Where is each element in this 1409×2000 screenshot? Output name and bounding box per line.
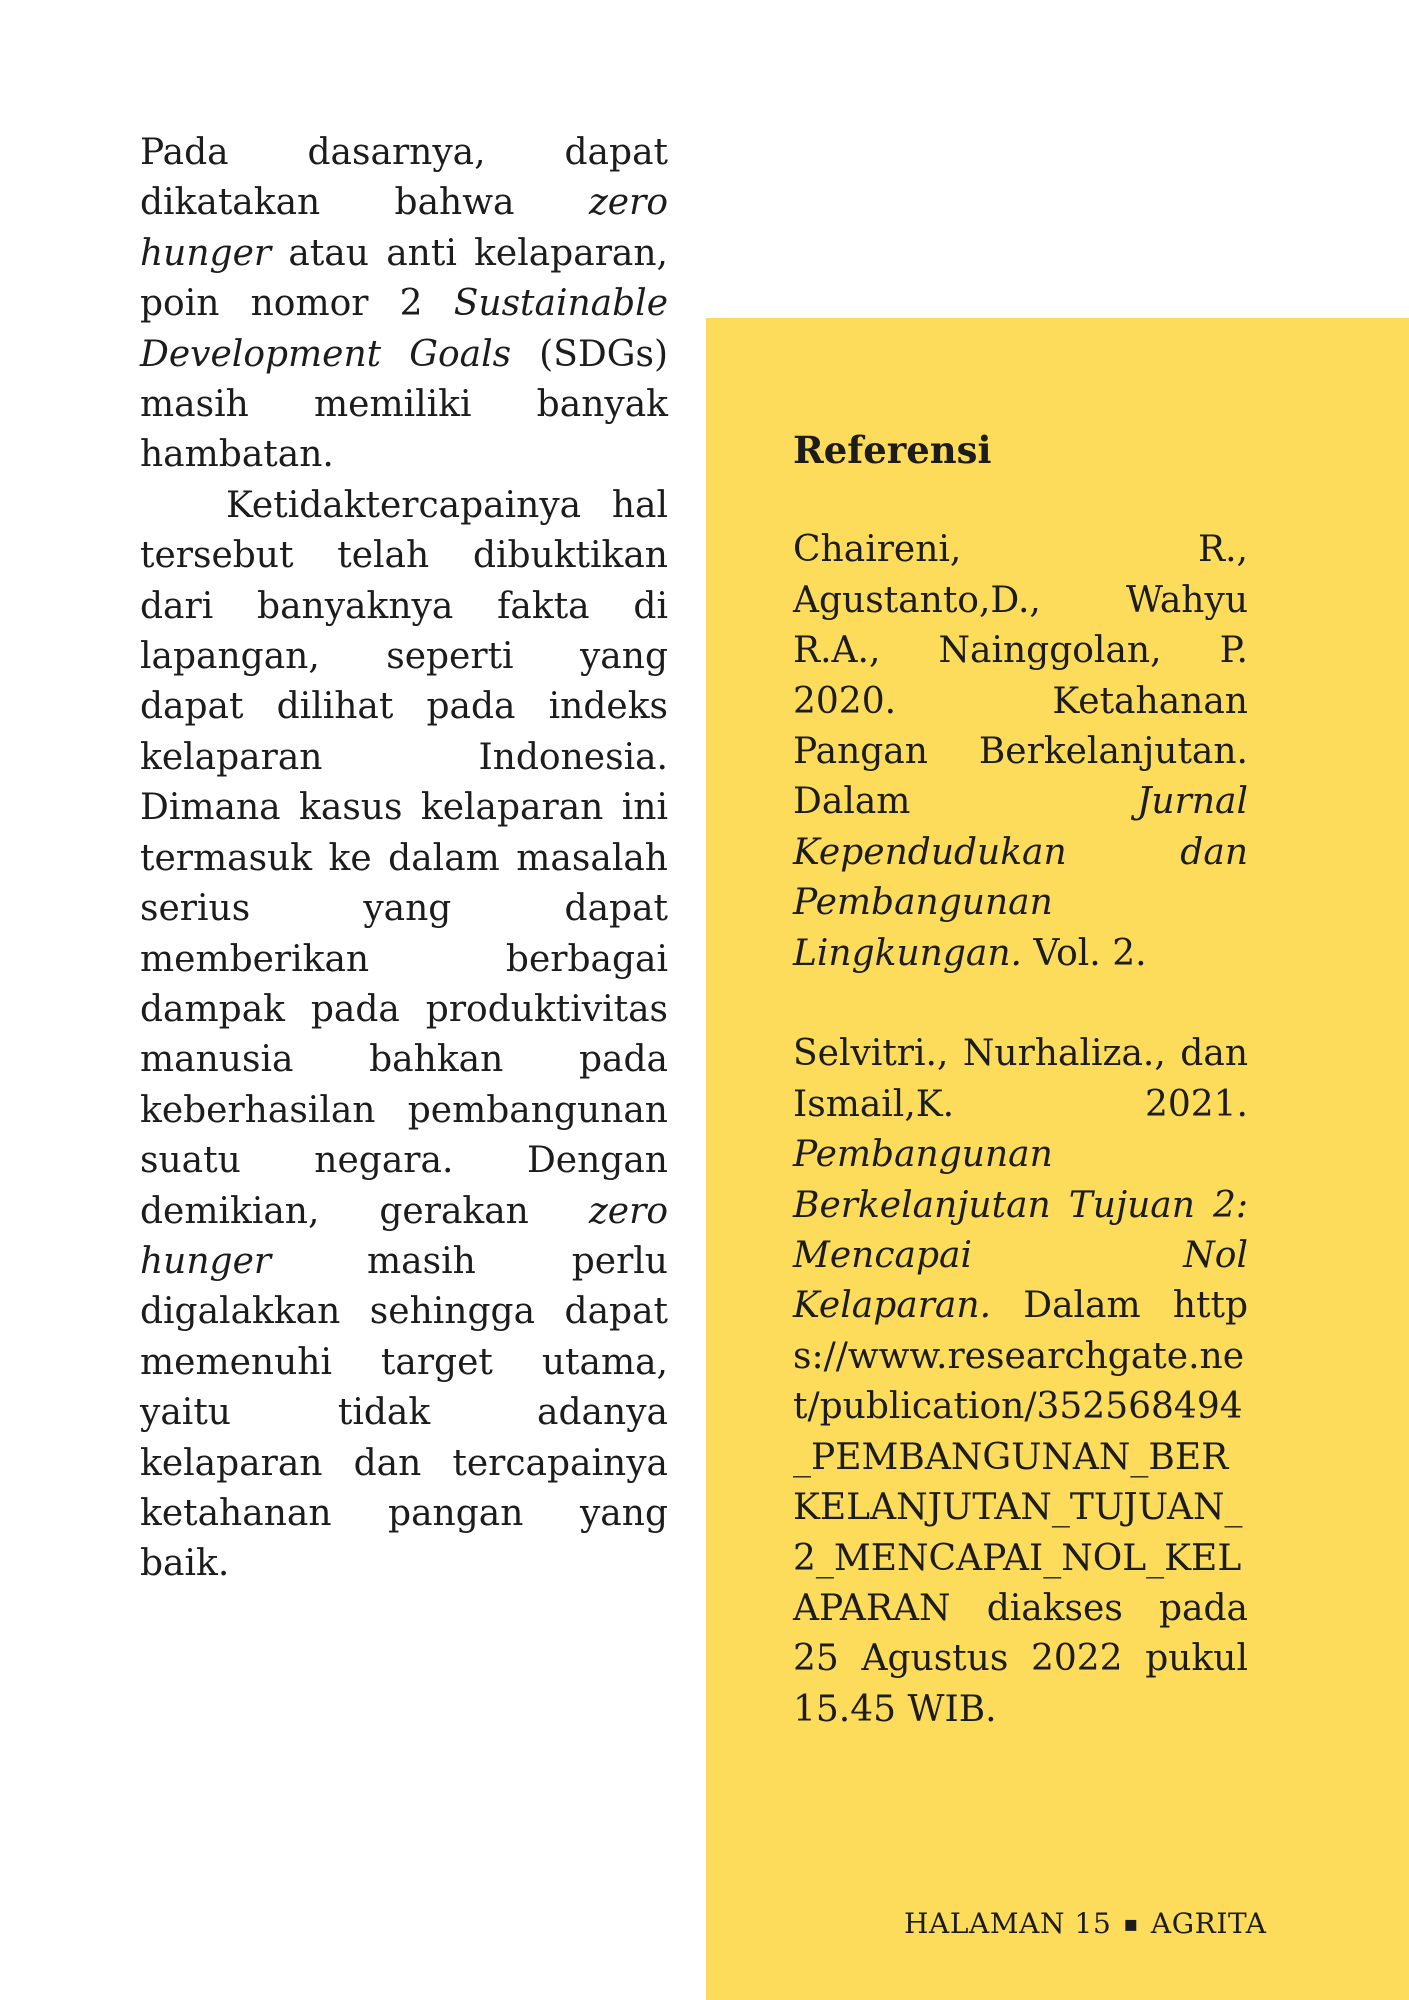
paragraph-1-text-1: Pada dasarnya, dapat dikatakan bahwa	[140, 132, 668, 224]
reference-1-journal-title: Jurnal Kependudukan dan Pembangunan Lingkungan.	[793, 781, 1248, 974]
reference-2-url: https://www.researchgate.net/publication/352568494_PEMBANGUNAN_BERKELANJUTAN_TUJUAN_2_MENCAPAI_NOL_KELAPARAN	[793, 1285, 1248, 1629]
reference-2-text-1: Selvitri., Nurhaliza., dan Ismail,K. 2021.	[793, 1033, 1248, 1125]
page-footer	[904, 1906, 1267, 1943]
reference-2-article-title: Pembangunan Berkelanjutan Tujuan 2: Mencapai Nol Kelaparan.	[793, 1134, 1248, 1327]
paragraph-1-text-3: (SDGs) masih memiliki banyak hambatan.	[140, 333, 669, 476]
paragraph-1-italic-sdgs: Sustainable Development Goals	[140, 283, 668, 375]
references-section	[793, 425, 1248, 1786]
references-heading: Referensi	[793, 428, 992, 472]
paragraph-1-italic-zero-hunger: zero hunger	[140, 182, 668, 274]
reference-1-text-1: Chaireni, R., Agustanto,D., Wahyu R.A., Nainggolan, P. 2020. Ketahanan Pangan Berkelanjutan. Dalam	[793, 529, 1248, 823]
article-body	[140, 128, 668, 1590]
reference-entry-1	[793, 525, 1248, 979]
paragraph-2	[140, 481, 668, 1590]
footer-magazine-name: AGRITA	[1150, 1907, 1267, 1940]
reference-entry-2	[793, 1029, 1248, 1735]
footer-separator: ▪	[1123, 1912, 1139, 1937]
paragraph-2-italic-zero-hunger: zero hunger	[140, 1190, 668, 1282]
footer-page-label: HALAMAN 15	[904, 1907, 1112, 1940]
paragraph-2-text-2: masih perlu digalakkan sehingga dapat memenuhi target utama, yaitu tidak adanya kelaparan dan tercapainya ketahanan pangan yang baik.	[140, 1240, 668, 1585]
paragraph-2-text-1: Ketidaktercapainya hal tersebut telah dibuktikan dari banyaknya fakta di lapangan, seperti yang dapat dilihat pada indeks kelaparan Indonesia. Dimana kasus kelaparan ini termasuk ke dalam masalah serius yang dapat memberikan berbagai dampak pada produktivitas manusia bahkan pada keberhasilan pembangunan suatu negara. Dengan demikian, gerakan	[140, 484, 668, 1232]
reference-2-text-3: diakses pada 25 Agustus 2022 pukul 15.45 WIB.	[793, 1587, 1248, 1730]
paragraph-1	[140, 128, 668, 481]
reference-1-text-2: Vol. 2.	[1021, 932, 1147, 974]
paragraph-1-text-2: atau anti kelaparan, poin nomor 2	[140, 232, 668, 325]
reference-2-text-2: Dalam	[991, 1285, 1173, 1327]
